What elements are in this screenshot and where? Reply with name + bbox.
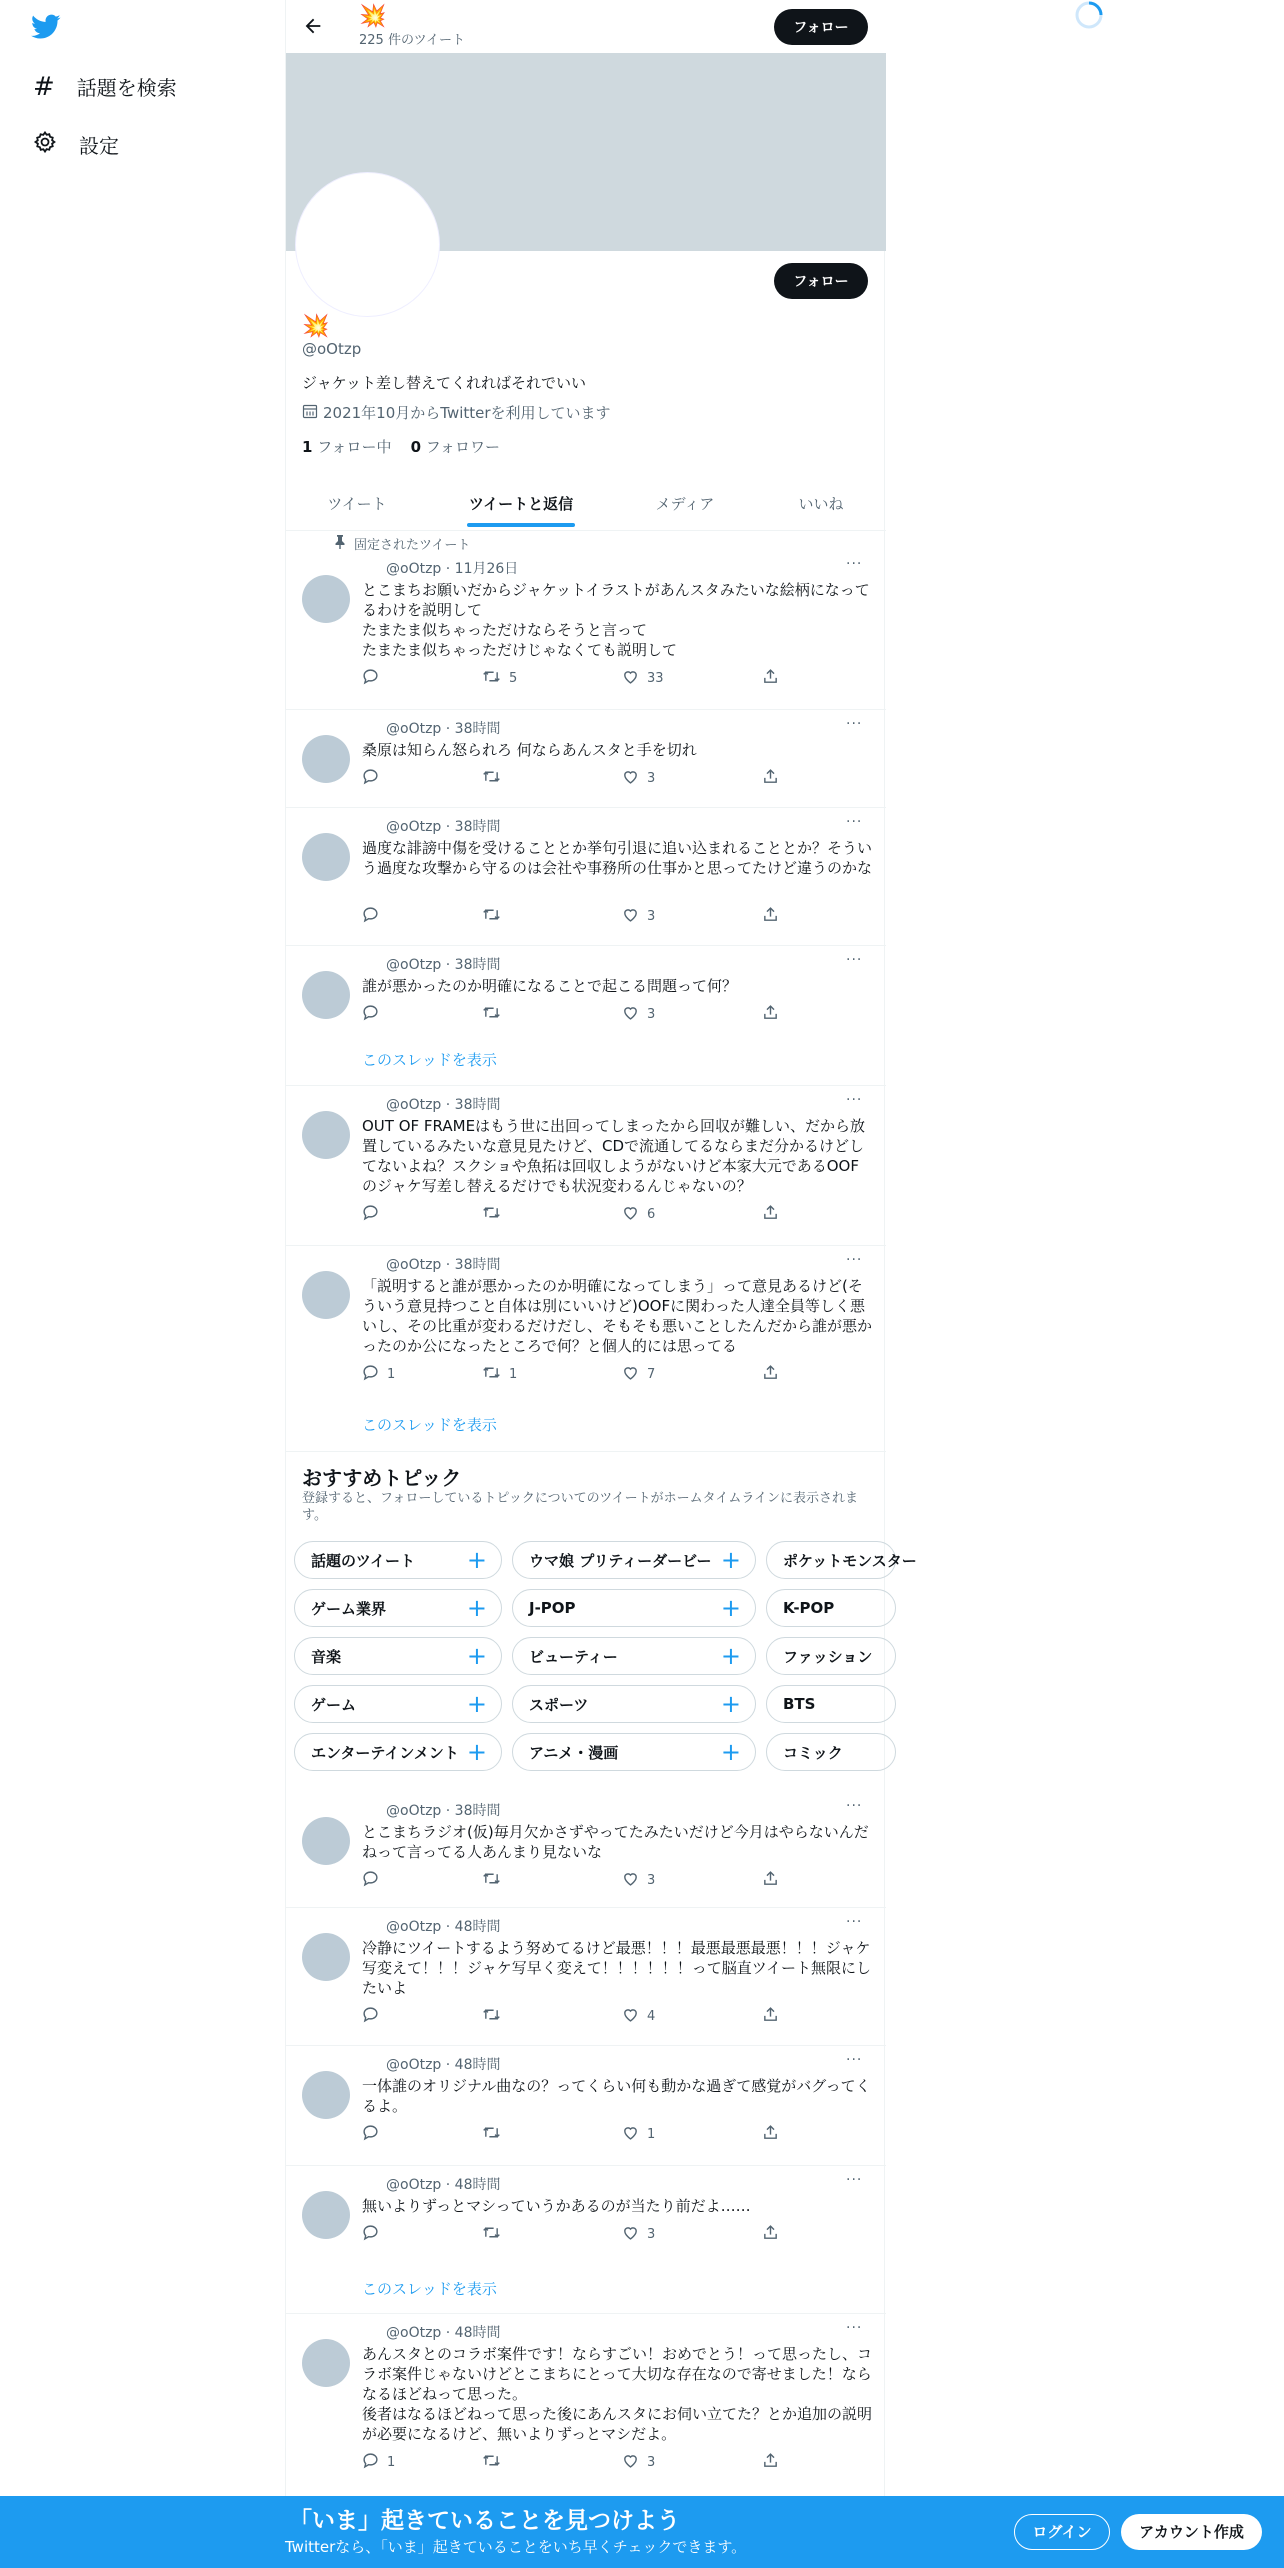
- tab-likes[interactable]: いいね: [798, 495, 844, 513]
- tweet-text: 過度な誹謗中傷を受けることとか挙句引退に追い込まれることとか？そういう過度な攻撃から守るのは会社や事務所の仕事かと思ってたけど違うのかな: [362, 839, 873, 877]
- back-arrow-icon[interactable]: [302, 15, 324, 41]
- more-icon[interactable]: ···: [846, 1092, 863, 1108]
- following-count: 1: [302, 438, 313, 456]
- tab-tweets[interactable]: ツイート: [327, 495, 387, 513]
- reply-icon: [362, 768, 379, 789]
- reply-icon: [362, 1004, 379, 1025]
- share-icon: [762, 768, 779, 789]
- retweet-button[interactable]: [482, 906, 509, 927]
- tweet[interactable]: [286, 1792, 886, 1908]
- reply-button[interactable]: [362, 2124, 387, 2145]
- like-count: 3: [647, 1007, 656, 1022]
- tweet-actions: [362, 1204, 802, 1224]
- like-icon: [622, 906, 639, 927]
- nav-settings[interactable]: [33, 130, 119, 159]
- retweet-icon: [482, 2124, 501, 2145]
- topic-chip-label: J-POP: [529, 1599, 576, 1617]
- retweet-button[interactable]: [482, 2124, 509, 2145]
- followers-label: フォロワー: [425, 438, 501, 456]
- header-follow-button[interactable]: フォロー: [774, 9, 868, 45]
- more-icon[interactable]: ···: [846, 2172, 863, 2188]
- tweet-actions: [362, 906, 802, 926]
- reply-icon: [362, 2452, 379, 2473]
- plus-icon[interactable]: +: [720, 1546, 741, 1574]
- retweet-button[interactable]: [482, 768, 509, 789]
- retweet-icon: [482, 1004, 501, 1025]
- topic-chip[interactable]: [294, 1685, 502, 1723]
- tweet-avatar[interactable]: [302, 1111, 350, 1159]
- share-icon: [762, 906, 779, 927]
- tweet-meta: @oOtzp · 48時間: [386, 2177, 501, 2193]
- tweet-actions: [362, 1004, 802, 1024]
- reply-button[interactable]: [362, 2006, 387, 2027]
- topic-chip[interactable]: [766, 1589, 896, 1627]
- reply-icon: [362, 2124, 379, 2145]
- twitter-logo-icon[interactable]: [31, 14, 61, 44]
- share-button[interactable]: [762, 1870, 779, 1891]
- reply-icon: [362, 1204, 379, 1225]
- tweet-text: 誰が悪かったのか明確になることで起こる問題って何？: [362, 977, 738, 995]
- retweet-button[interactable]: [482, 2452, 509, 2473]
- like-icon: [622, 1204, 639, 1225]
- like-button[interactable]: [622, 1870, 655, 1891]
- share-icon: [762, 1004, 779, 1025]
- plus-icon[interactable]: +: [720, 1594, 741, 1622]
- topic-chip-label: コミック: [783, 1743, 843, 1762]
- like-button[interactable]: [622, 1364, 655, 1385]
- like-button[interactable]: [622, 906, 655, 927]
- like-count: 1: [647, 2127, 656, 2142]
- topic-chip[interactable]: [766, 1637, 896, 1675]
- tweet-actions: [362, 2224, 802, 2244]
- reply-button[interactable]: [362, 906, 387, 927]
- like-icon: [622, 1870, 639, 1891]
- retweet-button[interactable]: [482, 668, 517, 689]
- retweet-icon: [482, 906, 501, 927]
- share-button[interactable]: [762, 1364, 779, 1385]
- share-icon: [762, 2224, 779, 2245]
- share-button[interactable]: [762, 668, 779, 689]
- reply-button[interactable]: [362, 1870, 387, 1891]
- topic-chip[interactable]: [512, 1541, 756, 1579]
- like-count: 4: [647, 2009, 656, 2024]
- tweet[interactable]: [286, 2314, 886, 2504]
- topics-subtitle: 登録すると、フォローしているトピックについてのツイートがホームタイムラインに表示されます。: [302, 1491, 859, 1523]
- topic-chip-label: ゲーム業界: [311, 1599, 387, 1618]
- reply-count: 1: [387, 2455, 396, 2470]
- tweet-avatar[interactable]: [302, 833, 350, 881]
- topic-chip[interactable]: [294, 1637, 502, 1675]
- nav-settings-label: 設定: [79, 134, 119, 158]
- tweet-actions: [362, 2124, 802, 2144]
- like-button[interactable]: [622, 2124, 655, 2145]
- retweet-button[interactable]: [482, 1364, 517, 1385]
- signup-banner-title: 「いま」起きていることを見つけよう: [289, 2508, 680, 2534]
- signup-banner: [0, 2496, 1284, 2568]
- followers-count: 0: [410, 438, 421, 456]
- reply-count: 1: [387, 1367, 396, 1382]
- retweet-icon: [482, 2006, 501, 2027]
- plus-icon[interactable]: +: [466, 1690, 487, 1718]
- topic-chip[interactable]: [766, 1733, 896, 1771]
- tab-tweets-and-replies[interactable]: ツイートと返信: [468, 495, 574, 513]
- more-icon[interactable]: ···: [846, 2320, 863, 2336]
- followers-link[interactable]: [411, 438, 500, 456]
- tweet[interactable]: [286, 808, 886, 946]
- reply-button[interactable]: [362, 2452, 395, 2473]
- tweet-avatar[interactable]: [302, 1817, 350, 1865]
- profile-joined: [302, 402, 611, 423]
- topic-chip-label: ファッション: [783, 1647, 873, 1666]
- like-button[interactable]: [622, 2452, 655, 2473]
- share-icon: [762, 1204, 779, 1225]
- tweet-text: OUT OF FRAMEはもう世に出回ってしまったから回収が難しい、だから放置しているみたいな意見見たけど、CDで流通してるならまだ分かるけどしてないよね？スクショや魚拓は回収しようがないけど本家大元であるOOFのジャケ写差し替えるだけでも状況変わるんじゃないの？: [362, 1117, 866, 1195]
- plus-icon[interactable]: +: [720, 1738, 741, 1766]
- share-button[interactable]: [762, 2124, 779, 2145]
- tweet-avatar[interactable]: [302, 971, 350, 1019]
- tweet-text: 無いよりずっとマシっていうかあるのが当たり前だよ……: [362, 2197, 751, 2215]
- retweet-button[interactable]: [482, 2224, 509, 2245]
- like-count: 3: [647, 2227, 656, 2242]
- tweet-meta: @oOtzp · 38時間: [386, 1803, 501, 1819]
- tweet-actions: [362, 2452, 802, 2472]
- retweet-icon: [482, 2224, 501, 2245]
- show-thread-link[interactable]: このスレッドを表示: [362, 1051, 497, 1069]
- retweet-icon: [482, 1364, 501, 1385]
- profile-follow-stats: [302, 436, 500, 457]
- signup-button[interactable]: アカウント作成: [1121, 2514, 1262, 2550]
- tweet-text: 一体誰のオリジナル曲なの？ってくらい何も動かな過ぎて感覚がバグってくるよ。: [362, 2077, 871, 2115]
- tweet-avatar[interactable]: [302, 575, 350, 623]
- like-icon: [622, 1004, 639, 1025]
- tweet-actions: [362, 668, 802, 688]
- reply-icon: [362, 1870, 379, 1891]
- tweet-meta: @oOtzp · 48時間: [386, 2325, 501, 2341]
- topic-chip-label: 話題のツイート: [311, 1551, 415, 1570]
- tweet-actions: [362, 1870, 802, 1890]
- tweet[interactable]: [286, 1908, 886, 2046]
- topic-chip-label: エンターテインメント: [311, 1743, 459, 1762]
- share-button[interactable]: [762, 2006, 779, 2027]
- more-icon[interactable]: ···: [846, 1914, 863, 1930]
- reply-icon: [362, 1364, 379, 1385]
- tweet-actions: [362, 2006, 802, 2026]
- signup-banner-subtitle: Twitterなら、「いま」起きていることをいち早くチェックできます。: [285, 2538, 747, 2556]
- retweet-icon: [482, 1870, 501, 1891]
- calendar-icon: [302, 403, 318, 423]
- reply-icon: [362, 668, 379, 689]
- tweet-meta: @oOtzp · 38時間: [386, 721, 501, 737]
- gear-icon: [33, 130, 57, 159]
- tweet[interactable]: [286, 710, 886, 808]
- main-column: [285, 0, 917, 2568]
- plus-icon[interactable]: +: [720, 1690, 741, 1718]
- loading-spinner-icon: [1074, 0, 1104, 30]
- share-button[interactable]: [762, 768, 779, 789]
- like-icon: [622, 1364, 639, 1385]
- like-count: 3: [647, 909, 656, 924]
- show-thread-link[interactable]: このスレッドを表示: [362, 2280, 497, 2298]
- topic-chip[interactable]: [766, 1541, 917, 1579]
- show-thread-link[interactable]: このスレッドを表示: [362, 1416, 497, 1434]
- following-label: フォロー中: [317, 438, 392, 456]
- reply-button[interactable]: [362, 2224, 387, 2245]
- tweet-avatar[interactable]: [302, 2071, 350, 2119]
- like-count: 3: [647, 771, 656, 786]
- share-icon: [762, 668, 779, 689]
- topic-chip[interactable]: [512, 1589, 756, 1627]
- topic-chip[interactable]: [294, 1541, 502, 1579]
- tweet-text: とこまちお願いだからジャケットイラストがあんスタみたいな絵柄になってるわけを説明して たまたま似ちゃっただけならそうと言って たまたま似ちゃっただけじゃなくても説明して: [362, 581, 870, 659]
- topic-chip-label: スポーツ: [529, 1695, 589, 1714]
- tweet[interactable]: [286, 2046, 886, 2166]
- retweet-count: 5: [509, 671, 518, 686]
- topic-chip-label: BTS: [783, 1695, 816, 1713]
- tweet-meta: @oOtzp · 38時間: [386, 819, 501, 835]
- tweet[interactable]: [286, 946, 886, 1086]
- retweet-button[interactable]: [482, 2006, 509, 2027]
- profile-handle: @oOtzp: [302, 340, 362, 358]
- reply-button[interactable]: [362, 768, 387, 789]
- retweet-icon: [482, 768, 501, 789]
- topics-title: おすすめトピック: [302, 1466, 462, 1490]
- topic-chip-label: K-POP: [783, 1599, 835, 1617]
- share-button[interactable]: [762, 2224, 779, 2245]
- topic-chip-label: ゲーム: [311, 1695, 357, 1714]
- topic-chip[interactable]: [766, 1685, 896, 1723]
- retweet-icon: [482, 668, 501, 689]
- like-button[interactable]: [622, 1004, 655, 1025]
- reply-button[interactable]: [362, 1204, 387, 1225]
- tweet-text: 冷静にツイートするよう努めてるけど最悪！！！最悪最悪最悪！！！ジャケ写変えて！！！ジャケ写早く変えて！！！！！！って脳直ツイート無限にしたいよ: [362, 1939, 871, 1997]
- like-icon: [622, 2452, 639, 2473]
- more-icon[interactable]: ···: [846, 1798, 863, 1814]
- share-icon: [762, 2124, 779, 2145]
- like-count: 6: [647, 1207, 656, 1222]
- share-button[interactable]: [762, 1004, 779, 1025]
- topic-chip[interactable]: [512, 1685, 756, 1723]
- top-bar: [286, 0, 886, 53]
- tweet[interactable]: [286, 550, 886, 710]
- retweet-count: 1: [509, 1367, 518, 1382]
- plus-icon[interactable]: +: [466, 1546, 487, 1574]
- plus-icon[interactable]: +: [466, 1642, 487, 1670]
- more-icon[interactable]: ···: [846, 716, 863, 732]
- topic-chip-label: アニメ・漫画: [529, 1743, 619, 1762]
- tweet-avatar[interactable]: [302, 1271, 350, 1319]
- topic-chip[interactable]: [294, 1733, 502, 1771]
- like-count: 33: [647, 671, 664, 686]
- topic-chip[interactable]: [512, 1637, 756, 1675]
- tweet-avatar[interactable]: [302, 735, 350, 783]
- like-button[interactable]: [622, 2006, 655, 2027]
- retweet-button[interactable]: [482, 1204, 509, 1225]
- more-icon[interactable]: ···: [846, 1252, 863, 1268]
- plus-icon[interactable]: +: [720, 1642, 741, 1670]
- retweet-button[interactable]: [482, 1870, 509, 1891]
- following-link[interactable]: [302, 438, 391, 456]
- tweet-meta: @oOtzp · 48時間: [386, 2057, 501, 2073]
- profile-follow-button[interactable]: フォロー: [774, 263, 868, 299]
- retweet-icon: [482, 1204, 501, 1225]
- reply-icon: [362, 906, 379, 927]
- profile-bio: ジャケット差し替えてくれればそれでいい: [302, 374, 586, 392]
- plus-icon[interactable]: +: [466, 1738, 487, 1766]
- tweet-text: あんスタとのコラボ案件です！ならすごい！おめでとう！って思ったし、コラボ案件じゃないけどとこまちにとって大切な存在なので寄せました！ならなるほどねって思った。 後者はなるほどねって思った後にあんスタにお伺い立てた？とか追加の説明が必要になるけど、無いよりずっとマシだよ。: [362, 2345, 873, 2443]
- active-tab-indicator: [467, 523, 575, 527]
- share-icon: [762, 1870, 779, 1891]
- topic-chip[interactable]: [294, 1589, 502, 1627]
- tweet-actions: [362, 1364, 802, 1384]
- share-icon: [762, 1364, 779, 1385]
- topic-chip-label: 音楽: [311, 1647, 342, 1666]
- topic-chip-label: ビューティー: [529, 1647, 618, 1666]
- login-button[interactable]: ログイン: [1014, 2514, 1110, 2550]
- reply-icon: [362, 2224, 379, 2245]
- like-icon: [622, 668, 639, 689]
- tweet-text: 「説明すると誰が悪かったのか明確になってしまう」って意見あるけど(そういう意見持つこと自体は別にいいけど)OOFに関わった人達全員等しく悪いし、その比重が変わるだけだし、そもそも悪いことしたんだから誰が悪かったのか公になったところで何？と個人的には思ってる: [362, 1277, 873, 1355]
- retweet-icon: [482, 2452, 501, 2473]
- share-button[interactable]: [762, 906, 779, 927]
- like-icon: [622, 768, 639, 789]
- reply-button[interactable]: [362, 668, 387, 689]
- tweet-meta: @oOtzp · 38時間: [386, 1097, 501, 1113]
- nav-explore[interactable]: [33, 72, 177, 101]
- like-button[interactable]: [622, 668, 664, 689]
- more-icon[interactable]: ···: [846, 952, 863, 968]
- like-count: 7: [647, 1367, 656, 1382]
- share-icon: [762, 2006, 779, 2027]
- like-button[interactable]: [622, 768, 655, 789]
- profile-avatar[interactable]: [296, 173, 439, 316]
- like-button[interactable]: [622, 2224, 655, 2245]
- tweet-avatar[interactable]: [302, 1933, 350, 1981]
- tweet-avatar[interactable]: [302, 2191, 350, 2239]
- tweet-meta: @oOtzp · 38時間: [386, 957, 501, 973]
- more-icon[interactable]: ···: [846, 2052, 863, 2068]
- tweet-text: 桑原は知らん怒られろ 何ならあんスタと手を切れ: [362, 741, 697, 759]
- tweet-meta: @oOtzp · 11月26日: [386, 561, 519, 577]
- tweet[interactable]: [286, 1246, 886, 1452]
- topic-chip[interactable]: [512, 1733, 756, 1771]
- more-icon[interactable]: ···: [846, 556, 863, 572]
- share-button[interactable]: [762, 1204, 779, 1225]
- topic-chip-label: ポケットモンスター: [783, 1551, 917, 1570]
- more-icon[interactable]: ···: [846, 814, 863, 830]
- tweet-meta: @oOtzp · 48時間: [386, 1919, 501, 1935]
- topic-chip-label: ウマ娘 プリティーダービー: [529, 1551, 712, 1570]
- tweet-text: とこまちラジオ(仮)毎月欠かさずやってたみたいだけど今月はやらないんだねって言ってる人あんまり見ないな: [362, 1823, 869, 1861]
- like-count: 3: [647, 1873, 656, 1888]
- header-tweet-count: 225 件のツイート: [359, 33, 466, 48]
- tab-media[interactable]: メディア: [655, 495, 715, 513]
- nav-explore-label: 話題を検索: [76, 76, 177, 100]
- like-icon: [622, 2006, 639, 2027]
- reply-button[interactable]: [362, 1364, 395, 1385]
- hashtag-icon: #: [33, 71, 55, 102]
- header-name: 💥: [359, 4, 387, 29]
- tweet-avatar[interactable]: [302, 2339, 350, 2387]
- tweet[interactable]: [286, 1086, 886, 1246]
- tweet-meta: @oOtzp · 38時間: [386, 1257, 501, 1273]
- share-button[interactable]: [762, 2452, 779, 2473]
- tweet-actions: [362, 768, 802, 788]
- plus-icon[interactable]: +: [466, 1594, 487, 1622]
- like-button[interactable]: [622, 1204, 655, 1225]
- profile-joined-text: 2021年10月からTwitterを利用しています: [323, 404, 611, 422]
- retweet-button[interactable]: [482, 1004, 509, 1025]
- profile-name: 💥: [302, 314, 330, 339]
- like-icon: [622, 2224, 639, 2245]
- reply-button[interactable]: [362, 1004, 387, 1025]
- tweet[interactable]: [286, 2166, 886, 2314]
- like-icon: [622, 2124, 639, 2145]
- profile-tabs: [286, 478, 886, 531]
- pinned-text: 固定されたツイート: [354, 538, 471, 553]
- share-icon: [762, 2452, 779, 2473]
- reply-icon: [362, 2006, 379, 2027]
- like-count: 3: [647, 2455, 656, 2470]
